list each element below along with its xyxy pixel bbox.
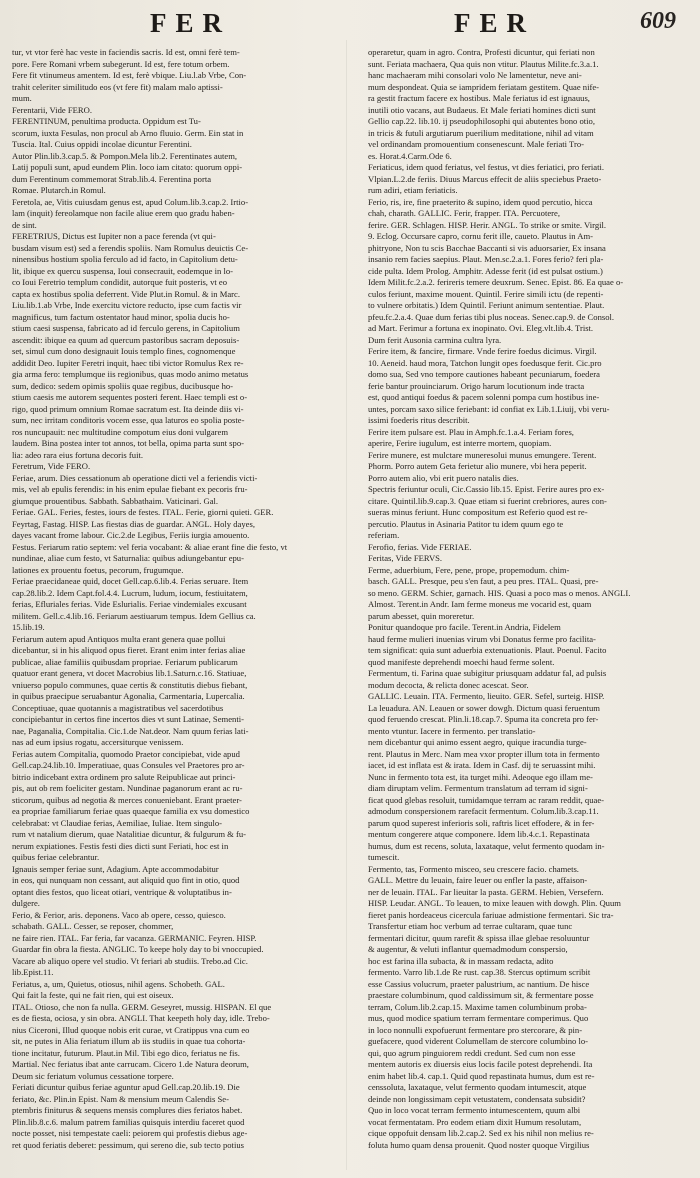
text-line: tem significat: quia sunt aduerbia extenuationis. Plaut. Poenul. Facito: [368, 645, 607, 655]
text-line: laudem. Bina postea inter tot annos, tot bella, opima parta sunt spo-: [12, 438, 244, 448]
text-line: sit, ne putes in Alia feriatum illum ab iis studiis in quae tua cohorta-: [12, 1036, 246, 1046]
text-line: Nunc in fermento tota est, ita turget mihi. Adeoque ego illam me-: [368, 771, 593, 782]
text-line: censsoluta, laxataque, velut fermento quodam intumescit, atque: [368, 1082, 587, 1092]
text-line: untes, porcam saxo silice feriebant: id confiat ex Lib.1.Liuij, vbi veru-: [368, 403, 610, 414]
left-column: [12, 47, 332, 1167]
text-line: citare. Quintil.lib.9.cap.3. Quae etiam si fuerint crebriores, aures con-: [368, 495, 607, 506]
text-line: quod feruendo crescat. Plin.li.18.cap.7. Spuma ita concreta pro fer-: [368, 714, 599, 724]
text-line: dayes vacant frome labour. Cic.2.de Legibus, Feriis iurgia amouento.: [12, 530, 250, 540]
text-line: Latij populi sunt, apud eundem Plin. loco iam citato: quorum oppi-: [12, 162, 243, 172]
text-line: Ferio, ris, ire, fine praeterito & supino, idem quod percutio, hicca: [368, 196, 593, 207]
text-line: Feriatus, a, um, Quietus, otiosus, nihil agens. Schobeth. GAL.: [12, 978, 225, 989]
text-line: fermentari dicitur, quum rarefit & spissa illae glebae resoluuntur: [368, 932, 590, 943]
text-line: Vacare ab aliquo opere vel studio. Vt feriari ab studiis. Trebo.ad Cic.: [12, 955, 248, 966]
text-line: vocat fermentatam. Pro eodem etiam dixit Humum resolutam,: [368, 1116, 582, 1127]
text-line: Ferire item pulsare est. Plau in Amph.fc.1.a.4. Feriam fores,: [368, 426, 574, 437]
text-line: parum quod superest inferioris soli, raftris licet effodere, & in fer-: [368, 817, 595, 828]
text-line: rum vt natalium dierum, quae Natalitiae dicuntur, & fulgurum & fu-: [12, 829, 247, 839]
text-line: Feyrtag, Fastag. HISP. Las fiestas dias de guardar. ANGL. Holy dayes,: [12, 518, 255, 529]
text-line: so meno. GERM. Schier, garnach. HIS. Quasi a poco mas o menos. ANGLI.: [368, 587, 631, 598]
text-line: fermento. Varro lib.1.de Re rust. cap.38. Stercus optimum scribit: [368, 967, 591, 977]
text-line: quod manifeste deprehendi moechi haud ferme solent.: [368, 656, 555, 667]
text-line: mento vtuntur. Iacere in fermento. per translatio-: [368, 725, 536, 736]
text-line: diam diruptam velim. Fermentum translatum ad terram id signi-: [368, 783, 588, 793]
text-line: ne faire rien. ITAL. Far feria, far vacanza. GERMANIC. Feyren. HISP.: [12, 932, 257, 943]
text-line: fieret panis hordeaceus cicercula fariuae admistione fermentari. Sic tra-: [368, 909, 614, 920]
text-line: deinde non longissimam cepit vetustatem, condensata subsidit?: [368, 1093, 586, 1104]
text-line: Vlpian.L.2.de feriis. Diuus Marcus effecit de aliis speciebus Praeto-: [368, 173, 602, 184]
text-line: Feriati dicuntur quibus feriae aguntur apud Gell.cap.20.lib.19. Die: [12, 1082, 240, 1092]
text-line: Idem Milit.fc.2.a.2. ferireris temere deuxrum. Senec. Epist. 86. Ea quae o-: [368, 277, 624, 287]
text-line: Feriae, arum. Dies cessationum ab operatione dicti vel a feriendis victi-: [12, 472, 258, 483]
text-line: Fere fit vtinumeus amentem. Id est, ferè vbique. Liu.l.ab Vrbe, Con-: [12, 70, 247, 80]
text-line: Ferias autem Compitalia, quomodo Praetor concipiebat, vide apud: [12, 748, 240, 759]
text-line: ferie bantur prouinciarum. Origo harum locutionum inde tracta: [368, 380, 585, 391]
text-line: stium caesis me autorem sequentes posteri ferent. Haec templi est o-: [12, 392, 248, 402]
text-line: ferias, Efluriales ferias. Vide Eslurialis. Feriae vindemiales excusant: [12, 599, 247, 609]
text-line: lam (inquit) fereolamque non facile aliue erem quo gradu haben-: [12, 208, 235, 218]
text-line: 9. Eclog. Occursare capro, cornu ferit ille, caueto. Plautus in Am-: [368, 231, 594, 241]
text-line: qui, quo agrum pinguiorem reddi credunt. Sed cum non esse: [368, 1047, 576, 1058]
text-line: Ferentarii, Vide FERO.: [12, 104, 92, 115]
text-line: Spectris feriuntur oculi, Cic.Cassio lib.15. Epist. Ferire aures pro ex-: [368, 484, 605, 494]
text-line: Feriae praecidaneae quid, docet Gell.cap.6.lib.4. Ferias seruare. Item: [12, 576, 249, 586]
text-line: ner de leuain. ITAL. Far lieuitar la pasta. GERM. Hebien, Versefern.: [368, 886, 604, 897]
text-line: Conceptiuae, quae quotannis a magistratibus vel sacerdotibus: [12, 702, 224, 713]
text-line: feriato, &c. Plin.in Epist. Nam & mensium meum Calendis Se-: [12, 1093, 229, 1104]
text-line: Ferofio, ferias. Vide FERIAE.: [368, 541, 472, 552]
text-line: humus, dum est recens, soluta, laxataque, velut fermento quodam in-: [368, 840, 605, 851]
text-line: FERETRIUS, Dictus est Iupiter non a pace ferenda (vt qui-: [12, 231, 216, 241]
text-line: bitrio indicebant extra ordinem pro salute Reipublicae aut princi-: [12, 771, 236, 782]
text-line: publicae, aliae familiis quibusdam propriae. Feriarum publicarum: [12, 656, 238, 667]
text-line: insanio rem facies saepius. Plaut. Men.sc.2.a.1. Fores ferio? feri pla-: [368, 254, 604, 264]
text-line: sum, dedico: sedem opimis spoliis quae regibus, ducibusque ho-: [12, 380, 234, 391]
text-line: 15.lib.19.: [12, 622, 45, 632]
text-line: sunt. Feriata machaera, Qua quis non vtitur. Plautus Milite.fc.3.a.1.: [368, 58, 599, 69]
text-line: Transfertur etiam hoc verbum ad terrae cultaram, quae tunc: [368, 921, 573, 931]
text-line: percutio. Plautus in Asinaria Patitor tu idem quum ego te: [368, 518, 564, 529]
text-line: ra gestit fractum facere ex hostibus. Male feriatus id est ignauus,: [368, 93, 590, 103]
text-line: mum despondeat. Quia se iampridem feriatam gestitem. Quae nife-: [368, 81, 599, 92]
text-line: haud ferme mulieri inuenias virum vbi Donatus ferme pro facilita-: [368, 633, 596, 644]
text-line: sticorum, quibus ad negotia & merces conueniebant. Erant praeter-: [12, 794, 242, 805]
text-line: lib.Epist.11.: [12, 967, 54, 977]
text-line: mentum congerere atque componere. Idem lib.4.c.1. Repastinata: [368, 829, 590, 839]
right-column: [368, 47, 690, 1167]
text-line: ret quod feriatis deberet: pessimum, qui sereno die, sub tecto potius: [12, 1139, 244, 1150]
text-line: tur, vt vtor ferè hac veste in faciendis sacris. Id est, omni ferè tem-: [12, 47, 240, 57]
text-line: rent. Plautus in Merc. Nam mea vxor propter illum tota in fermento: [368, 748, 600, 759]
text-line: mus, quod modice spatium terram fermentare comperimus. Quo: [368, 1013, 589, 1023]
text-line: cide pulta. Idem Prolog. Amphitr. Adesse ferit (id est pulsat ostium.): [368, 265, 603, 276]
text-line: militem. Gell.c.4.lib.16. Feriarum aestiuarum tempus. Idem Gellius ca.: [12, 610, 256, 621]
text-line: giumque prouentibus. Sabbath. Sabbathaim. Vaticinari. Gal.: [12, 495, 219, 506]
text-line: es de fiesta, ociosa, y sin obra. ANGLI. That keepeth holy day, idle. Trebo-: [12, 1013, 270, 1023]
text-line: nundinae, aliae cum festo, vt Saturnalia: quibus adiungebantur epu-: [12, 553, 244, 563]
text-line: es. Horat.4.Carm.Ode 6.: [368, 150, 452, 161]
text-line: culos feriunt, maxime mouent. Quintil. Ferire simili ictu (de repenti-: [368, 288, 604, 299]
left-running-head: FER: [150, 8, 231, 38]
text-line: tumescit.: [368, 852, 400, 862]
text-line: est, quod antiqui foedus & pacem solenni pompa cum hostibus ine-: [368, 392, 600, 402]
text-line: modum decocta, & relicta donec acescat. Seor.: [368, 679, 529, 690]
text-line: in loco nonnulli expofuerunt fermentare pro stercorare, & pin-: [368, 1024, 583, 1035]
text-line: Almost. Terent.in Andr. Iam ferme moneus me vocarid est, quam: [368, 599, 592, 609]
text-line: terram, Colum.lib.2.cap.15. Maxime tamen columbinum proba-: [368, 1001, 587, 1012]
text-line: Feretola, ae, Vitis cuiusdam genus est, apud Colum.lib.3.cap.2. Irtio-: [12, 196, 249, 207]
text-line: gia arma fero: templumque iis regionibus, quas modo animo metatus: [12, 369, 249, 379]
text-line: ptembris finiturus & sequens mensis complures dies feriatos habet.: [12, 1105, 243, 1115]
text-line: stium caesi suspensa, fabricato ad id ferculo gerens, in Capitolium: [12, 323, 240, 333]
text-line: Phorm. Porro autem Geta ferietur alio munere, vbi hera peperit.: [368, 461, 587, 471]
text-line: in tricis & futuli argutiarum puerilium meditatione, nihil ad vitam: [368, 127, 594, 138]
text-line: ITAL. Otioso, che non fa nulla. GERM. Geseyret, mussig. HISPAN. El que: [12, 1001, 272, 1012]
text-line: inutili otio vacans, aut Budaeus. Et Male feriati homines dicti sunt: [368, 104, 596, 115]
text-line: trahit celeriter similitudo eos (vt fere fit) malam malo aptissi-: [12, 81, 223, 92]
text-line: mum.: [12, 93, 32, 103]
text-line: Gellio cap.22. lib.10. ij pseudophilosophi qui abutentes bono otio,: [368, 116, 595, 126]
text-line: La leuadura. AN. Leauen or sower dowgh. Dictum quasi feruentum: [368, 702, 600, 713]
text-line: Festus. Feriarum ratio septem: vel feria vocabant: & aliae erant fine die festo, vt: [12, 541, 288, 552]
text-line: Dum ferit Ausonia carmina cultra lyra.: [368, 334, 502, 345]
text-line: ros nuncupauit: nec multitudine compotum eius doni vulgarem: [12, 426, 228, 437]
text-line: Quo in loco vocat terram fermento intumescentem, quum albi: [368, 1105, 581, 1115]
text-line: admodum conspersionem rarefacit fermentum. Colum.lib.3.cap.11.: [368, 806, 599, 816]
text-line: tione incitatur, futurum. Plaut.in Mil. Tibi ego dico, feriatus ne fis.: [12, 1047, 240, 1058]
text-line: parum abesset, quin moreretur.: [368, 610, 475, 621]
text-line: Feriarum autem apud Antiquos multa erant genera quae pollui: [12, 633, 226, 644]
text-line: co Ioui Feretrio templum condidit, autorque fuit posteris, vt eo: [12, 277, 228, 287]
text-line: Feretrum, Vide FERO.: [12, 461, 91, 471]
page-header: [0, 0, 700, 44]
text-line: magnificus, tum factum ostentator haud minor, spolia ducis ho-: [12, 311, 230, 322]
text-line: aperire, Ferire iugulum, est interre mortem, quopiam.: [368, 438, 552, 448]
text-line: mis, vel ab epulis ferendis: in his enim epulae fiebant ex pecoris fru-: [12, 484, 248, 494]
text-line: scorum, iuxta Fesulas, non procul ab Arno fluuio. Germ. Ein stat in: [12, 127, 244, 138]
text-line: celebrabat: vt Claudiae ferias, Aemiliae, Iuliae. Item singulo-: [12, 817, 222, 828]
text-line: dum Ferentinum commemorat Strab.lib.4. Ferentina porta: [12, 173, 212, 184]
text-line: sum, nec irritam conditoris vocem esse, qua laturos eo spolia poste-: [12, 415, 245, 425]
text-line: lationes ex prouentu foetus, pecorum, frugumque.: [12, 564, 184, 575]
text-line: Martial. Nec feriatus ibat ante carrucam. Cicero 1.de Natura deorum,: [12, 1059, 249, 1069]
text-line: operaretur, quam in agro. Contra, Profesti dicuntur, qui feriati non: [368, 47, 595, 57]
text-line: Deum sic feriatum volumus cessatione torpere.: [12, 1070, 174, 1081]
text-line: domo sua, Sed vno tempore cautiones habeant pecuniarum, foedera: [368, 369, 600, 379]
text-line: to vulnere orbitatis.) Idem Quintil. Feriunt animum sententiae. Plaut.: [368, 300, 605, 310]
text-line: de sint.: [12, 219, 37, 230]
text-line: Tuscia. Ital. Cuius oppidi incolae dicuntur Ferentini.: [12, 139, 192, 149]
text-line: nae, Paganalia, Compitalia. Cic.1.de Nat.deor. Nam quum ferias lati-: [12, 725, 249, 736]
text-line: Feriae. GAL. Feries, festes, iours de festes. ITAL. Ferie, giorni quieti. GER.: [12, 507, 274, 517]
text-line: capta ex hostibus spolia deferrent. Vide Plut.in Romul. & in Marc.: [12, 288, 240, 299]
text-line: Feriaticus, idem quod feriatus, vel festus, vt dies feriatici, pro feriati.: [368, 162, 605, 172]
text-line: ninensibus hostium spolia ferculo ad id facto, in Capitolium detu-: [12, 254, 238, 264]
text-line: GALL. Mettre du leuain, faire leuer ou enfler la paste, affaison-: [368, 875, 588, 885]
text-line: Ferio, & Ferior, aris. deponens. Vaco ab opere, cesso, quiesco.: [12, 909, 226, 920]
text-line: Plin.lib.8.c.6. malum patrem familias quisquis interdiu faceret quod: [12, 1116, 245, 1127]
text-line: dicebantur, si in his aliquod opus fieret. Erant enim inter ferias aliae: [12, 645, 246, 655]
text-line: busdam visum est) sed a ferendis spoliis. Nam Romulus deuictis Ce-: [12, 242, 249, 253]
text-line: ea propriae familiarum feriae quas quaeque familia ex vsu domestico: [12, 806, 250, 816]
text-line: Ferme, aduerbium, Fere, pene, prope, propemodum. chim-: [368, 564, 570, 575]
text-line: nem dicebantur qui animo essent aegro, quique iracundia turge-: [368, 737, 587, 747]
text-line: guefacere, quod viderent Columellam de stercore columbino lo-: [368, 1036, 589, 1046]
text-line: ad Mart. Ferimur a fortuna ex inopinato. Ovi. Eleg.vlt.lib.4. Trist.: [368, 323, 594, 333]
text-line: nocte posset, nisi tempestate caeli: peiorem qui profestis diebus age-: [12, 1128, 248, 1138]
text-line: quatuor erant genera, vt docet Macrobius lib.1.Saturn.c.16. Statiuae,: [12, 668, 247, 678]
text-line: vniuerso populo communes, quae certis & constitutis diebus fiebant,: [12, 679, 248, 690]
text-line: Ponitur quandoque pro facile. Terent.in Andria, Fidelem: [368, 622, 561, 632]
text-line: chah, charath. GALLIC. Ferir, frapper. ITA. Percuotere,: [368, 208, 561, 218]
text-line: set, simul cum dono designauit Iouis templo fines, cognomenque: [12, 346, 236, 356]
text-line: Autor Plin.lib.3.cap.5. & Pompon.Mela lib.2. Ferentinates autem,: [12, 150, 238, 161]
text-line: enim habet lib.4. cap.1. Quid quod repastinata humus, dum est re-: [368, 1070, 595, 1081]
text-line: hoc est farina illa subacta, & in massam redacta, adito: [368, 955, 554, 966]
text-line: Porro autem alio, vbi erit puero natalis dies.: [368, 472, 519, 483]
text-line: pfeu.fc.2.a.4. Quae dum ferias tibi plus noceas. Senec.cap.9. de Consol.: [368, 311, 615, 322]
text-line: optant dies festos, quo liceat otiari, ventrique & voluptatibus in-: [12, 886, 232, 897]
text-line: Gell.cap.24.lib.10. Imperatiuae, quas Consules vel Praetores pro ar-: [12, 760, 245, 770]
text-line: Ignauis semper feriae sunt, Adagium. Apte accommodabitur: [12, 863, 219, 874]
text-line: HISP. Leudar. ANGL. To leauen, to mixe leauen with dowgh. Plin. Quum: [368, 898, 621, 908]
page-number: 609: [640, 8, 676, 34]
text-line: concipiebantur in certos fine incertos dies vt sunt Latinae, Sementi-: [12, 714, 244, 724]
text-line: issimi foederis ritus describit.: [368, 415, 470, 425]
text-line: Qui fait la feste, qui ne fait rien, qui est oiseux.: [12, 990, 174, 1000]
text-line: pis, aut ob rem foeliciter gestam. Nundinae paganorum erant ac ru-: [12, 783, 243, 793]
text-line: pore. Fere Romani vrbem subegerunt. Id est, fere totum orbem.: [12, 58, 230, 69]
text-line: foluta humo quam densa prouenit. Quod noster quoque Virgilius: [368, 1139, 590, 1150]
text-line: esse Cassius volucrum, praeter palustrium, ac nantium. De hisce: [368, 978, 590, 989]
text-line: praestare columbinum, quod caldissimum sit, & fermentare posse: [368, 990, 594, 1000]
text-line: Feritas, Vide FERVS.: [368, 553, 443, 563]
text-line: in quibus praecipue seruabantur Agonalia, Carmentaria, Lupercalia.: [12, 691, 245, 701]
text-line: hanc machaeram mihi consolari volo Ne lamentetur, neve ani-: [368, 70, 582, 80]
text-line: in eos, qui nunquam non cessant, aut aliquid quo fint in otio, quod: [12, 875, 240, 885]
text-line: phitryone, Non tu scis Bacchae Baccanti si vis aduorsarier, Ex insana: [368, 242, 606, 253]
text-line: cap.28.lib.2. Idem Capt.fol.4.4. Lucrum, ludum, iocum, festiuitatem,: [12, 587, 248, 598]
text-line: GALLIC. Leuain. ITA. Fermento, lieuito. GER. Sefel, surteig. HISP.: [368, 691, 605, 701]
text-line: quibus feriae celebrantur.: [12, 852, 100, 862]
text-line: nius Ciceroni, Illud quoque nobis erit curae, vt Cratippus vna cum eo: [12, 1024, 250, 1035]
text-line: rum adiri, etiam feriaticis.: [368, 185, 458, 195]
text-line: ficat quod glebas resoluit, tumidamque terram ac raram reddit, quae-: [368, 794, 604, 805]
text-line: cique oppofuit densam lib.2.cap.2. Sed ex his nihil non melius re-: [368, 1128, 594, 1138]
text-line: Ferire munere, est mulctare muneresolui munus emungere. Terent.: [368, 449, 597, 460]
column-gutter: [346, 40, 347, 1170]
text-line: Guardar fin obra la fiesta. ANGLIC. To keepe holy day to bi vnoccupied.: [12, 944, 264, 954]
text-line: vel ordinandam promouentium consenescunt. Male feriati Tro-: [368, 139, 584, 149]
text-line: dulgere.: [12, 898, 40, 908]
text-line: schabath. GALL. Cesser, se reposer, chommer,: [12, 921, 174, 931]
text-line: Liu.lib.1.ab Vrbe, Inde exercitu victore reducto, ipse cum factis vir: [12, 300, 242, 310]
text-line: nerum expiationes. Festis festi dies dicti sunt Feriati, hoc est in: [12, 840, 229, 851]
text-line: rigo, quod primum omnium Romae sacratum est. Ita deinde diis vi-: [12, 403, 244, 414]
right-running-head: FER: [454, 8, 535, 38]
text-line: Fermentum, ti. Farina quae subigitur priusquam addatur fal, ad pulsis: [368, 668, 607, 678]
text-line: lit, ibique ex quercu suspensa, Ioui consecrauit, eodemque in lo-: [12, 265, 233, 276]
text-line: addidit Deo. Iupiter Feretri inquit, haec tibi victor Romulus Rex re-: [12, 357, 244, 368]
text-line: Fermento, tas, Formento misceo, seu crescere facio. chamets.: [368, 863, 579, 874]
text-line: nas ad eum ipsius rogatu, accersiturque venissem.: [12, 737, 184, 747]
text-line: 10. Aeneid. haud mora, Tatchon lungit opes foedusque ferit. Cic.pro: [368, 357, 602, 368]
text-line: FERENTINUM, penultima producta. Oppidum est Tu-: [12, 116, 201, 126]
text-line: Ferire item, & fancire, firmare. Vnde ferire foedus dicimus. Virgil.: [368, 346, 597, 356]
text-line: ferire. GER. Schlagen. HISP. Herir. ANGL. To strike or smite. Virgil.: [368, 219, 607, 230]
text-line: lia: adeo rara eius fortuna decoris fuit.: [12, 449, 144, 460]
text-line: & augentur, & veluti inflantur quemadmodum conspersio,: [368, 944, 568, 954]
text-line: iacet, id est inflata est & irata. Idem in Casf. dij te seruassint mihi.: [368, 760, 596, 770]
text-line: Romae. Plutarch.in Romul.: [12, 185, 106, 195]
text-line: referiam.: [368, 530, 400, 540]
text-line: sueras minus feriunt. Hunc compositum est Referio quod est re-: [368, 507, 588, 517]
text-line: mentem autoris ex diuersis eius locis facile potest deprehendi. Ita: [368, 1059, 593, 1069]
text-line: basch. GALL. Presque, peu s'en faut, a peu pres. ITAL. Quasi, pre-: [368, 576, 599, 586]
text-line: ascendit: ibique ea quum ad quercum pastoribus sacram deposuis-: [12, 334, 240, 345]
